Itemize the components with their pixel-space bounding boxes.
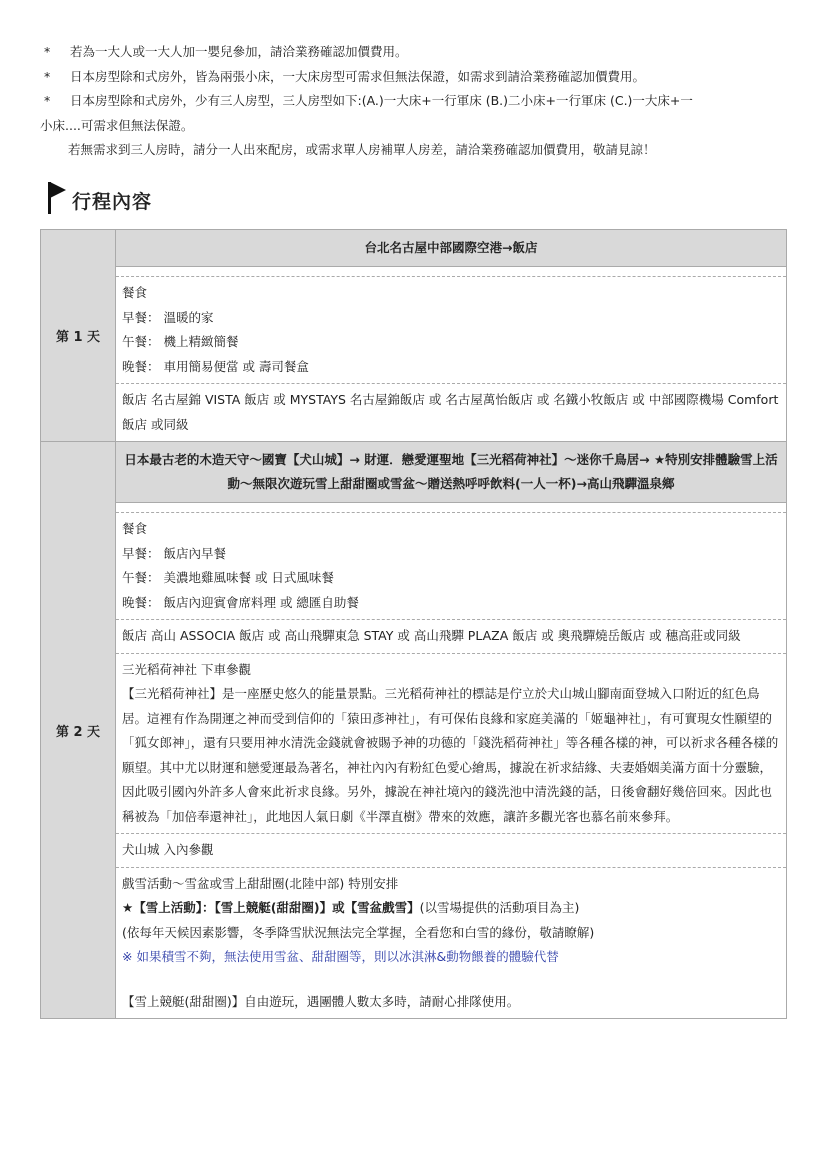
hotel-text: 飯店 名古屋錦 VISTA 飯店 或 MYSTAYS 名古屋錦飯店 或 名古屋萬怡飯店 或 名鐵小牧飯店 或 中部國際機場 Comfort 飯店 或同級 xyxy=(122,392,779,432)
meals-title: 餐食 xyxy=(122,521,148,536)
shrine-title: 三光稻荷神社 下車參觀 xyxy=(122,661,251,677)
snow-activity-line xyxy=(122,896,780,921)
section-title: 行程內容 xyxy=(72,191,153,213)
meals-block xyxy=(116,277,786,384)
snow-block xyxy=(116,868,786,1019)
day-row-2 xyxy=(41,442,786,1018)
note-bullet: * xyxy=(44,44,51,59)
castle-block xyxy=(116,834,786,868)
dinner: 晚餐： 飯店內迎賓會席料理 或 總匯自助餐 xyxy=(122,594,359,610)
note-item xyxy=(40,89,790,114)
section-heading xyxy=(46,178,152,214)
notes-section xyxy=(40,40,790,163)
breakfast: 早餐： 飯店內早餐 xyxy=(122,545,226,561)
hotel-block xyxy=(116,384,786,441)
note-text: 若為一大人或一大人加一嬰兒參加，請洽業務確認加價費用。 xyxy=(70,44,408,59)
snow-title: 戲雪活動～雪盆或雪上甜甜圈(北陸中部) 特別安排 xyxy=(122,875,399,891)
day-label: 第 1 天 xyxy=(41,230,116,441)
divider xyxy=(116,267,786,277)
castle-title: 犬山城 入內參觀 xyxy=(122,842,214,857)
shrine-block xyxy=(116,654,786,835)
divider xyxy=(116,503,786,513)
snow-alternative-note: ※ 如果積雪不夠，無法使用雪盆、甜甜圈等，則以冰淇淋&動物餵養的體驗代替 xyxy=(122,949,559,964)
note-text: 日本房型除和式房外，皆為兩張小床，一大床房型可需求但無法保證，如需求到請洽業務確認加價費用。 xyxy=(70,68,646,84)
snow-activity-bold: ★【雪上活動】：【雪上競艇(甜甜圈)】或【雪盆戲雪】 xyxy=(122,900,420,915)
snow-weather-note: (依每年天候因素影響，冬季降雪狀況無法完全掌握，全看您和白雪的緣份，敬請瞭解) xyxy=(122,924,595,940)
dinner: 晚餐： 車用簡易便當 或 壽司餐盒 xyxy=(122,358,309,374)
note-bullet: * xyxy=(44,68,51,84)
day-label: 第 2 天 xyxy=(41,442,116,1018)
itinerary-table xyxy=(40,229,787,1019)
note-text: 日本房型除和式房外，少有三人房型，三人房型如下:(A.)一大床+一行軍床 (B.)二小床+一行軍床 (C.)一大床+一 xyxy=(70,93,693,108)
meals-title: 餐食 xyxy=(122,285,148,300)
day-route: 日本最古老的木造天守～國寶【犬山城】→ 財運．戀愛運聖地【三光稻荷神社】～迷你千鳥居→ ★特別安排體驗雪上活動～無限次遊玩雪上甜甜圈或雪盆～贈送熱呼呼飲料(一人一杯)→高山飛驒溫泉鄉 xyxy=(116,442,786,503)
lunch: 午餐： 機上精緻簡餐 xyxy=(122,334,239,349)
hotel-text: 飯店 高山 ASSOCIA 飯店 或 高山飛驒東急 STAY 或 高山飛驒 PLAZA 飯店 或 奧飛驒燒岳飯店 或 穗高莊或同級 xyxy=(122,628,741,643)
day-row-1 xyxy=(41,230,786,442)
day-content xyxy=(116,230,786,441)
note-item xyxy=(40,40,790,65)
meals-block xyxy=(116,513,786,620)
lunch: 午餐： 美濃地雞風味餐 或 日式風味餐 xyxy=(122,570,334,585)
snow-queue-note: 【雪上競艇(甜甜圈)】自由遊玩，遇團體人數太多時，請耐心排隊使用。 xyxy=(122,993,520,1009)
snow-activity-note: (以雪場提供的活動項目為主) xyxy=(419,900,580,915)
day-route: 台北名古屋中部國際空港→飯店 xyxy=(116,230,786,267)
hotel-block xyxy=(116,620,786,654)
note-bullet: * xyxy=(44,93,51,108)
note-continuation: 小床....可需求但無法保證。 xyxy=(40,117,194,133)
note-item xyxy=(40,65,790,90)
day-content xyxy=(116,442,786,1018)
shrine-description: 【三光稻荷神社】是一座歷史悠久的能量景點。三光稻荷神社的標誌是佇立於犬山城山腳南面登城入口附近的紅色鳥居。這裡有作為開運之神而受到信仰的「猿田彥神社」，有可保佑良緣和家庭美滿的「姬龜神社」，有可實現女性願望的「狐女郎神」，還有只要用神水清洗金錢就會被賜予神的功德的「錢洗稻荷神社」等各種各樣的神，可以祈求各種各樣的願望。其中尤以財運和戀愛運最為著名，神社內內有粉紅色愛心繪馬，據說在祈求結緣、夫妻婚姻美滿方面十分靈驗，因此吸引國內外許多人會來此祈求良緣。另外，據說在神社境內的錢洗池中清洗錢的話，日後會翻好幾倍回來。因此也稱被為「加倍奉還神社」，此地因人氣日劇《半澤直樹》帶來的效應，讓許多觀光客也慕名前來參拜。 xyxy=(122,686,779,824)
breakfast: 早餐： 溫暖的家 xyxy=(122,309,214,325)
flag-icon xyxy=(46,180,68,214)
note-triple-room: 若無需求到三人房時，請分一人出來配房，或需求單人房補單人房差，請洽業務確認加價費用，敬請見諒！ xyxy=(68,142,656,157)
